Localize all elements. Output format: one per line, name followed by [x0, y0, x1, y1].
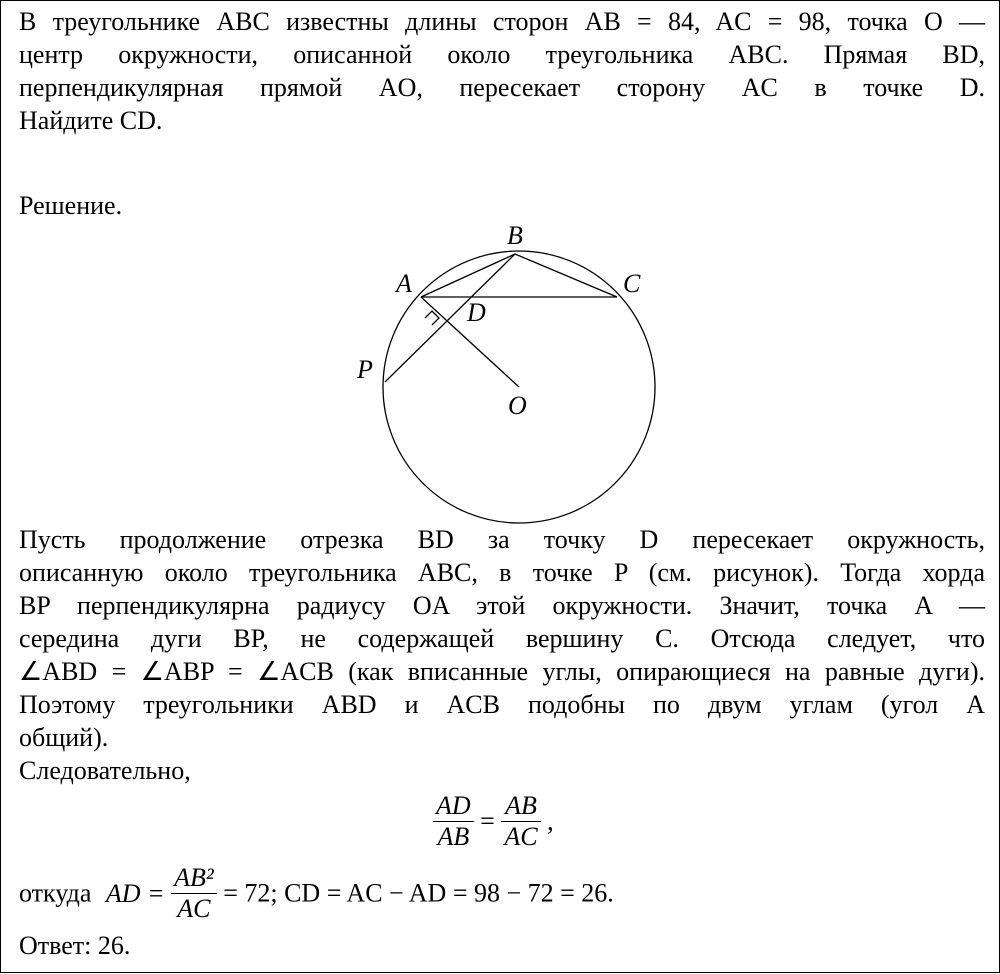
ratio-right-denominator: AC — [504, 822, 538, 851]
explanation-line-3: BP перпендикулярна радиусу OA этой окружности. Значит, точка A — — [19, 591, 985, 620]
whence-prefix: откуда — [19, 878, 92, 908]
label-a: A — [396, 269, 412, 298]
whence-line — [19, 863, 614, 924]
label-o: O — [508, 391, 527, 420]
problem-line-4: Найдите CD. — [19, 106, 163, 135]
ratio-equals: = — [480, 806, 495, 836]
label-p: P — [357, 355, 373, 384]
problem-line-2: центр окружности, описанной около треугольника ABC. Прямая BD, — [19, 40, 985, 69]
right-angle-mark — [425, 311, 439, 325]
explanation-line-5: ∠ABD = ∠ABP = ∠ACB (как вписанные углы, опирающиеся на равные дуги). — [19, 657, 985, 686]
explanation-text — [19, 523, 985, 787]
problem-line-3: перпендикулярная прямой AO, пересекает сторону AC в точке D. — [19, 73, 985, 102]
ratio-formula — [433, 791, 554, 852]
ratio-left-denominator: AB — [437, 822, 470, 851]
explanation-line-2: описанную около треугольника ABC, в точке P (см. рисунок). Тогда хорда — [19, 558, 985, 587]
ratio-comma: , — [547, 806, 554, 836]
explanation-line-1: Пусть продолжение отрезка BD за точку D пересекает окружность, — [19, 525, 985, 554]
ratio-right-numerator: AB — [501, 791, 540, 822]
explanation-line-6: Поэтому треугольники ABD и ACB подобны по двум углам (угол A — [19, 690, 985, 719]
answer: Ответ: 26. — [19, 931, 131, 960]
ratio-left-fraction — [433, 791, 474, 852]
explanation-line-7: общий). — [19, 723, 109, 752]
whence-denominator: AC — [177, 894, 211, 923]
problem-line-1: В треугольнике ABC известны длины сторон AB = 84, AC = 98, точка O — — [19, 7, 985, 36]
label-d: D — [467, 298, 486, 327]
label-b: B — [507, 221, 523, 250]
ratio-left-numerator: AD — [433, 791, 474, 822]
solution-heading: Решение. — [19, 191, 123, 220]
consequently-line: Следовательно, — [19, 756, 191, 785]
ratio-right-fraction — [501, 791, 540, 852]
whence-numerator: AB² — [171, 863, 217, 894]
label-c: C — [623, 269, 641, 298]
segment-bc — [515, 254, 617, 297]
whence-result: = 72; CD = AC − AD = 98 − 72 = 26. — [223, 878, 614, 908]
whence-ad: AD = — [105, 878, 165, 908]
explanation-line-4: середина дуги BP, не содержащей вершину C. Отсюда следует, что — [19, 624, 985, 653]
whence-fraction — [171, 863, 217, 924]
